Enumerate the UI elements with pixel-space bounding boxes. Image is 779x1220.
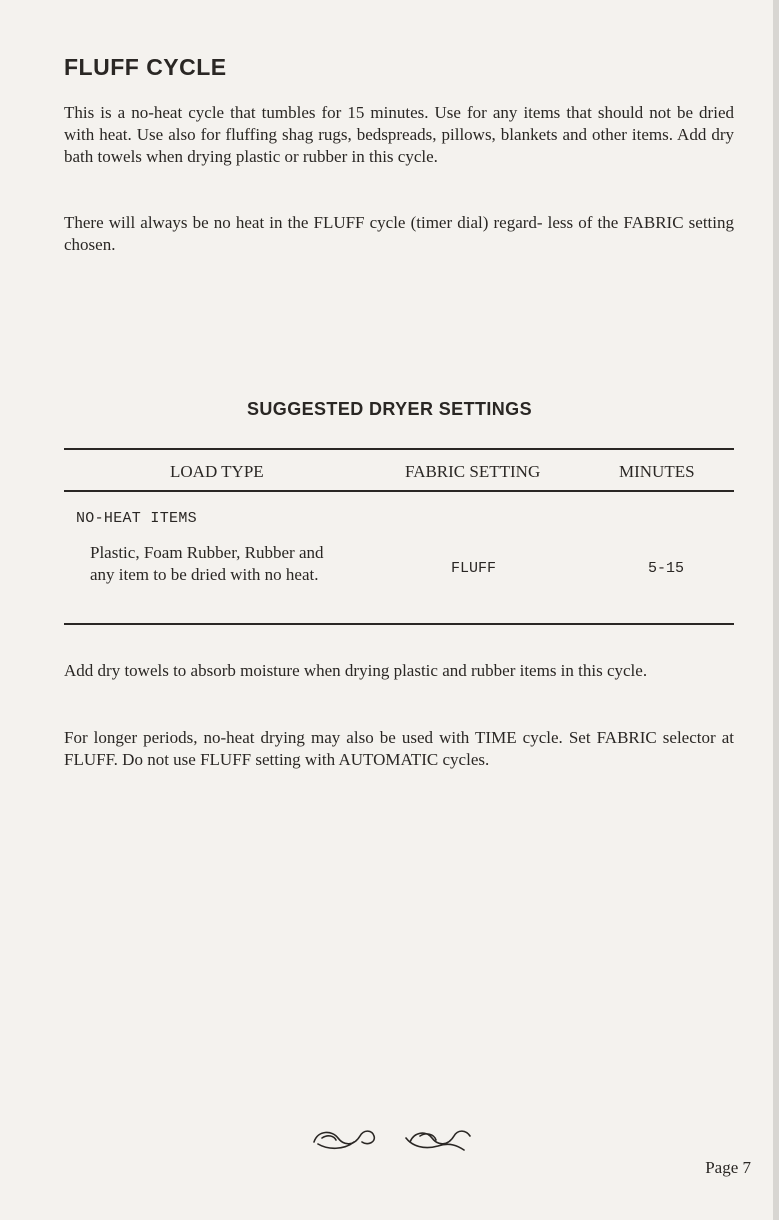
table-row-fabric: FLUFF [451, 560, 497, 577]
table-row-minutes: 5-15 [648, 560, 685, 577]
table-header-rule [64, 490, 734, 492]
time-cycle-note-paragraph: For longer periods, no-heat drying may also be used with TIME cycle. Set FABRIC selector at FLUFF. Do not use FLUFF setting with AUTOMATIC cycles. [64, 728, 734, 769]
table-group-label: NO-HEAT ITEMS [76, 510, 197, 527]
page-number: Page 7 [705, 1158, 751, 1177]
column-header-minutes: MINUTES [619, 462, 695, 481]
intro-paragraph: This is a no-heat cycle that tumbles for 15 minutes. Use for any items that should not be dried with heat. Use also for fluffing shag rugs, bedspreads, pillows, blankets and other items. Add dry bath towels when drying plastic or rubber in this cycle. [64, 103, 734, 166]
scroll-ornament-icon [308, 1120, 476, 1156]
table-title: SUGGESTED DRYER SETTINGS [247, 399, 532, 419]
no-heat-note-paragraph: There will always be no heat in the FLUFF cycle (timer dial) regard- less of the FABRIC setting chosen. [64, 213, 734, 254]
towels-note-paragraph: Add dry towels to absorb moisture when drying plastic and rubber items in this cycle. [64, 661, 648, 680]
table-row-description: Plastic, Foam Rubber, Rubber and any item to be dried with no heat. [90, 543, 324, 584]
column-header-load-type: LOAD TYPE [170, 462, 264, 481]
table-top-rule [64, 448, 734, 450]
table-bottom-rule [64, 623, 734, 625]
column-header-fabric-setting: FABRIC SETTING [405, 462, 541, 481]
page-edge [773, 0, 779, 1220]
section-heading: FLUFF CYCLE [64, 54, 227, 80]
